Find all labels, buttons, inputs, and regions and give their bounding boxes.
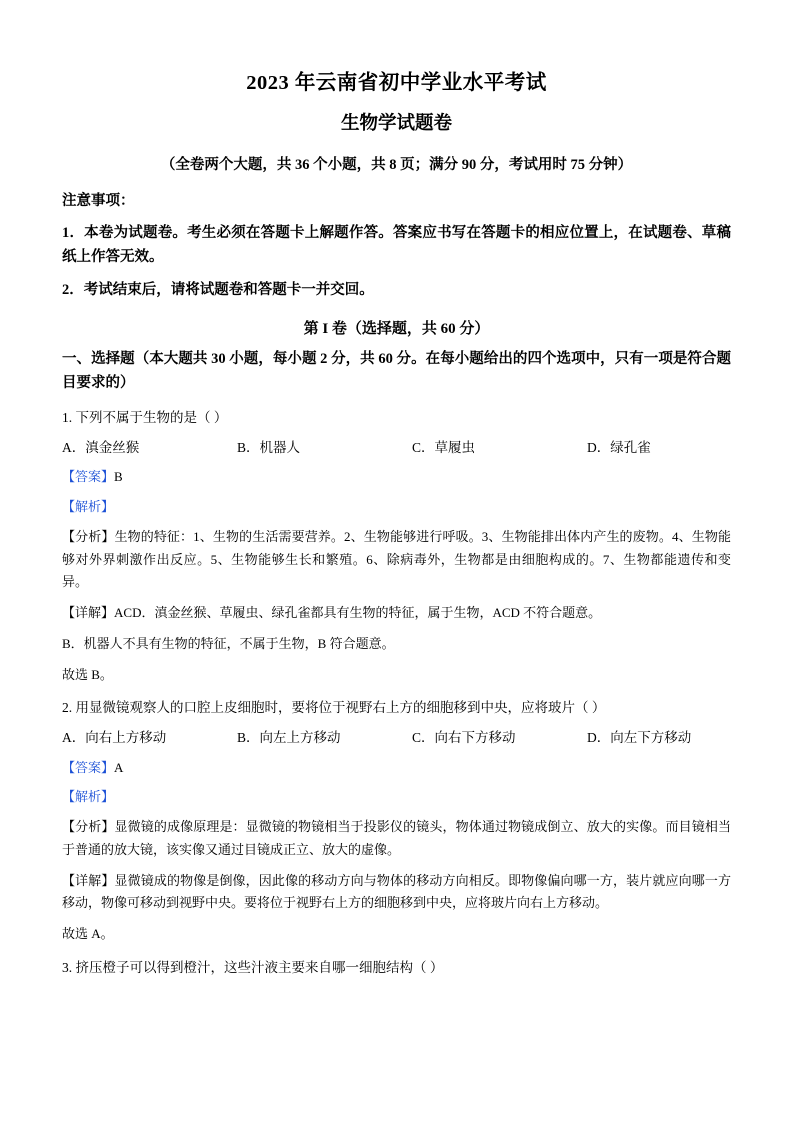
option-a[interactable]: A．向右上方移动 xyxy=(62,729,167,745)
answer-value: A xyxy=(114,759,124,775)
detail-label: 【详解】 xyxy=(62,605,115,621)
answer-line xyxy=(62,758,731,779)
detail-paragraph-2: B．机器人不具有生物的特征，不属于生物，B 符合题意。 xyxy=(62,635,395,651)
option-c[interactable]: C．向右下方移动 xyxy=(412,729,516,745)
analysis-label: 【解析】 xyxy=(62,789,115,805)
notice-item-1: 1．本卷为试题卷。考生必须在答题卡上解题作答。答案应书写在答题卡的相应位置上，在试题卷、草稿纸上作答无效。 xyxy=(62,225,731,266)
detail-text: 显微镜成的物像是倒像，因此像的移动方向与物体的移动方向相反。即物像偏向哪一方，装片就应向哪一方移动，物像可移动到视野中央。要将位于视野右上方的细胞移到中央，应将玻片向右上方移动。 xyxy=(62,872,731,911)
detail-label: 【详解】 xyxy=(62,872,115,888)
page-title: 2023 年云南省初中学业水平考试 xyxy=(246,72,547,94)
question-stem: 3. 挤压橙子可以得到橙汁，这些汁液主要来自哪一细胞结构（ ） xyxy=(62,959,444,975)
question-stem: 1. 下列不属于生物的是（ ） xyxy=(62,410,228,426)
analyze-text: 显微镜的成像原理是：显微镜的物镜相当于投影仪的镜头，物体通过物镜成倒立、放大的实像。而目镜相当于普通的放大镜，该实像又通过目镜成正立、放大的虚像。 xyxy=(62,819,731,857)
answer-value: B xyxy=(114,469,123,485)
option-a[interactable]: A．滇金丝猴 xyxy=(62,439,140,455)
answer-label: 【答案】 xyxy=(62,469,115,485)
question-block-2 xyxy=(62,697,731,946)
option-d[interactable]: D．绿孔雀 xyxy=(587,439,651,455)
analysis-label: 【解析】 xyxy=(62,499,115,515)
detail-text: ACD．滇金丝猴、草履虫、绿孔雀都具有生物的特征，属于生物，ACD 不符合题意。 xyxy=(114,605,602,621)
detail-paragraph-2: 故选 A。 xyxy=(62,926,114,942)
answer-label: 【答案】 xyxy=(62,759,115,775)
notice-heading: 注意事项： xyxy=(62,193,135,210)
option-c[interactable]: C．草履虫 xyxy=(412,439,476,455)
question-block-3 xyxy=(62,957,731,979)
page-subtitle: 生物学试题卷 xyxy=(340,113,452,134)
option-b[interactable]: B．机器人 xyxy=(237,439,301,455)
question-options xyxy=(62,727,731,749)
option-b[interactable]: B．向左上方移动 xyxy=(237,729,341,745)
analysis-paragraph xyxy=(62,526,731,594)
paper-section-title: 第 I 卷（选择题，共 60 分） xyxy=(303,321,490,338)
question-stem: 2. 用显微镜观察人的口腔上皮细胞时，要将位于视野右上方的细胞移到中央，应将玻片（ ） xyxy=(62,700,606,716)
answer-line xyxy=(62,467,731,488)
analyze-label: 【分析】 xyxy=(62,528,115,544)
question-block-1 xyxy=(62,407,731,686)
analysis-paragraph xyxy=(62,816,731,862)
section-heading-choice: 一、选择题（本大题共 30 小题，每小题 2 分，共 60 分。在每小题给出的四个选项中，只有一项是符合题目要求的） xyxy=(62,351,731,392)
analyze-text: 生物的特征：1、生物的生活需要营养。2、生物能够进行呼吸。3、生物能排出体内产生的废物。4、生物能够对外界刺激作出反应。5、生物能够生长和繁殖。6、除病毒外，生物都是由细胞构成的。7、生物都能遗传和变异。 xyxy=(62,528,731,590)
analyze-label: 【分析】 xyxy=(62,819,115,835)
detail-paragraph-1 xyxy=(62,870,731,916)
detail-paragraph-1 xyxy=(62,602,731,625)
exam-info-line: （全卷两个大题，共 36 个小题，共 8 页；满分 90 分，考试用时 75 分钟） xyxy=(160,156,633,173)
option-d[interactable]: D．向左下方移动 xyxy=(587,729,692,745)
notice-item-2: 2．考试结束后，请将试题卷和答题卡一并交回。 xyxy=(62,282,374,299)
question-options xyxy=(62,437,731,459)
detail-paragraph-3: 故选 B。 xyxy=(62,666,113,682)
